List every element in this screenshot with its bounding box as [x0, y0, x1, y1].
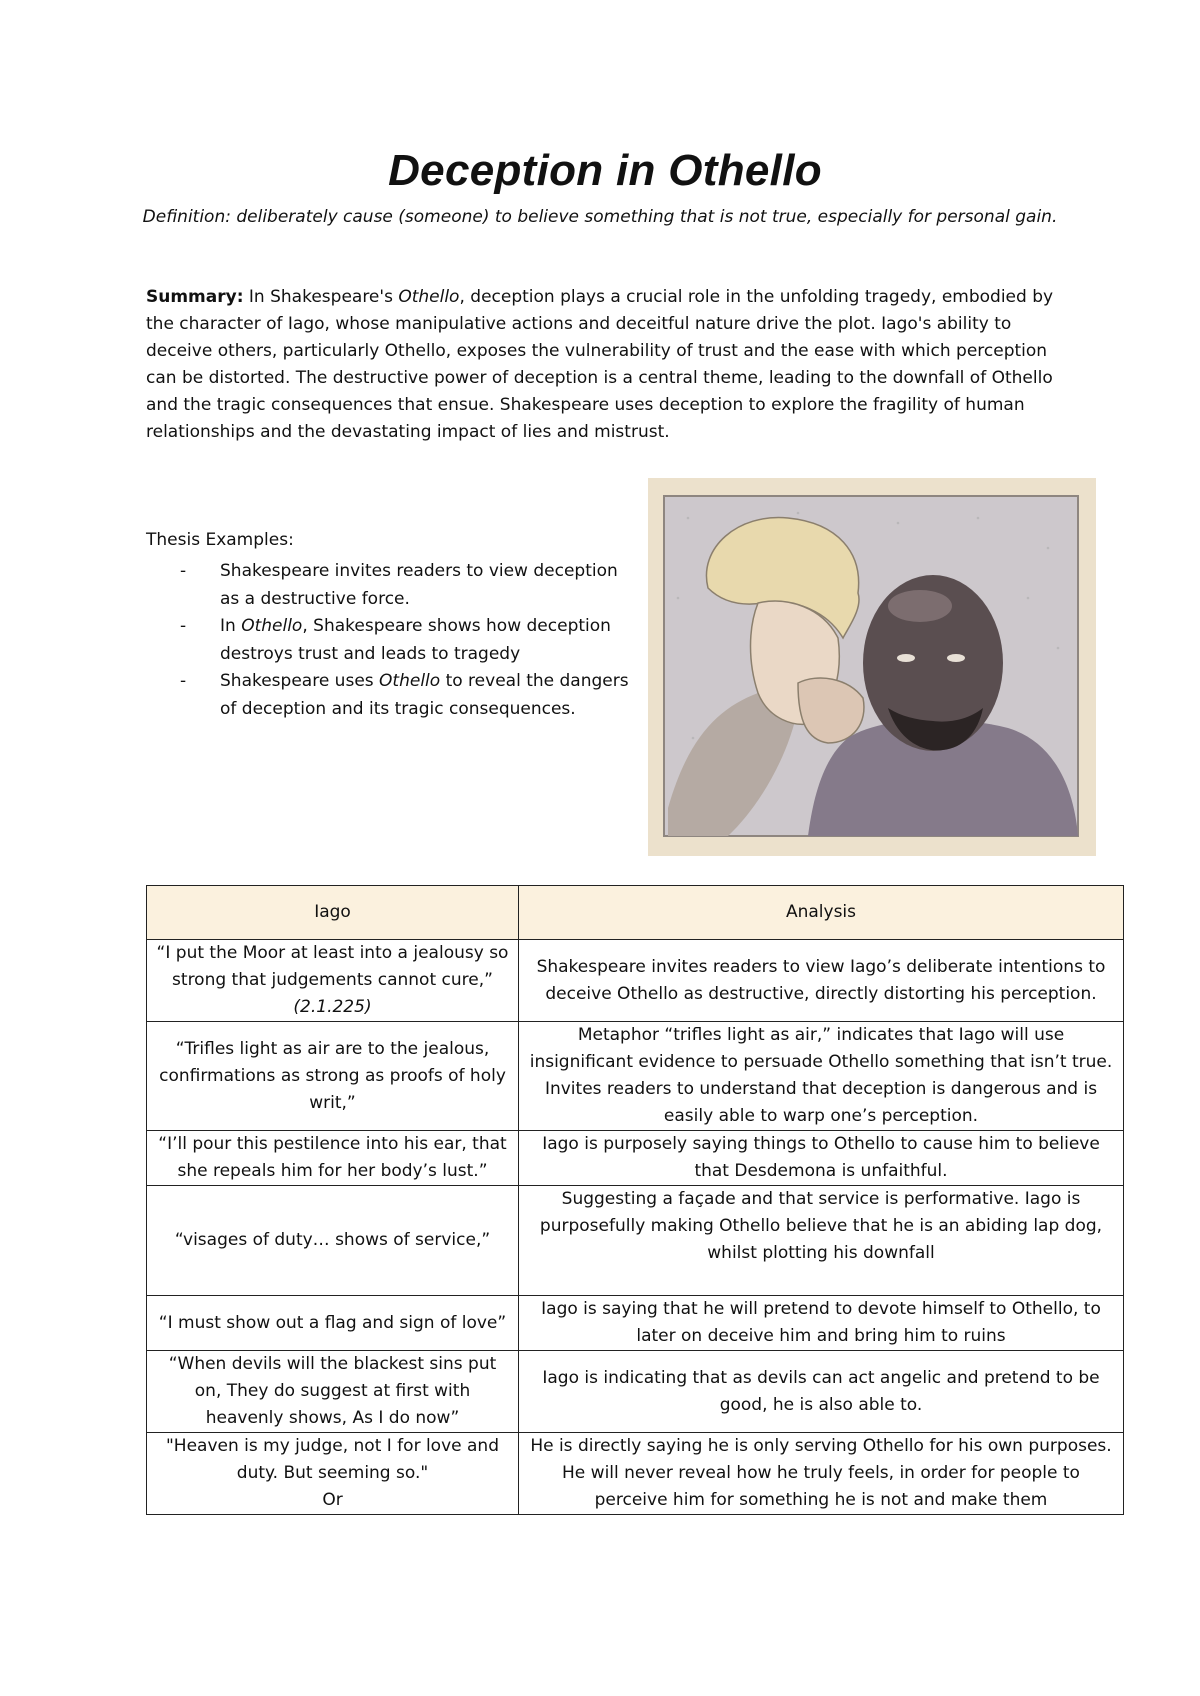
thesis-list	[180, 558, 635, 723]
thesis-item-text: to reveal the dangers of deception and its tragic consequences.	[220, 671, 629, 719]
table-row	[147, 1186, 1124, 1296]
column-header-analysis: Analysis	[519, 886, 1124, 940]
table-header-row	[147, 886, 1124, 940]
quote-or: Or	[322, 1490, 343, 1510]
quote-cell: “When devils will the blackest sins put on, They do suggest at first with heavenly shows, As I do now”	[147, 1351, 519, 1433]
table-row	[147, 1131, 1124, 1186]
analysis-cell: Iago is purposely saying things to Othello to cause him to believe that Desdemona is unfaithful.	[519, 1131, 1124, 1186]
quote-text: “I put the Moor at least into a jealousy so strong that judgements cannot cure,”	[156, 943, 509, 990]
quote-cell: “Trifles light as air are to the jealous, confirmations as strong as proofs of holy writ,”	[147, 1022, 519, 1131]
thesis-item	[180, 668, 635, 723]
analysis-cell: Suggesting a façade and that service is performative. Iago is purposefully making Othello believe that he is an abiding lap dog, whilst plotting his downfall	[519, 1186, 1124, 1296]
othello-eye-right	[947, 654, 965, 662]
thesis-item	[180, 558, 635, 613]
quote-cell	[147, 940, 519, 1022]
analysis-cell: Iago is indicating that as devils can act angelic and pretend to be good, he is also able to.	[519, 1351, 1124, 1433]
definition: Definition: deliberately cause (someone) to believe something that is not true, especially for personal gain.	[142, 207, 1058, 227]
thesis-item-text: Shakespeare uses	[220, 671, 380, 691]
othello-iago-illustration	[648, 478, 1096, 856]
quote-cell: “I’ll pour this pestilence into his ear, that she repeals him for her body’s lust.”	[147, 1131, 519, 1186]
column-header-iago: Iago	[147, 886, 519, 940]
table-row	[147, 1351, 1124, 1433]
table-row	[147, 1022, 1124, 1131]
thesis-item-text: In	[220, 616, 242, 636]
quote-cell	[147, 1433, 519, 1515]
othello-eye-left	[897, 654, 915, 662]
analysis-cell: Shakespeare invites readers to view Iago’s deliberate intentions to deceive Othello as destructive, directly distorting his perception.	[519, 940, 1124, 1022]
quote-cell: “I must show out a flag and sign of love”	[147, 1296, 519, 1351]
summary-paragraph	[146, 284, 1056, 446]
thesis-item	[180, 613, 635, 668]
table-row	[147, 1433, 1124, 1515]
bullet-dash: -	[180, 671, 187, 691]
thesis-work-title: Othello	[241, 616, 303, 636]
quote-citation: (2.1.225)	[293, 997, 372, 1017]
summary-intro: In Shakespeare's	[243, 287, 399, 307]
analysis-cell: He is directly saying he is only serving Othello for his own purposes. He will never reveal how he truly feels, in order for people to perceive him for something he is not and make them	[519, 1433, 1124, 1515]
thesis-item-text: Shakespeare invites readers to view deception as a destructive force.	[220, 561, 618, 609]
quote-text: "Heaven is my judge, not I for love and duty. But seeming so."	[165, 1436, 499, 1483]
summary-work-title: Othello	[398, 287, 460, 307]
page-title: Deception in Othello	[388, 146, 822, 195]
quote-cell: “visages of duty… shows of service,”	[147, 1186, 519, 1296]
bullet-dash: -	[180, 561, 187, 581]
thesis-item-text: , Shakespeare shows how deception destroys trust and leads to tragedy	[220, 616, 611, 664]
analysis-cell: Iago is saying that he will pretend to devote himself to Othello, to later on deceive him and bring him to ruins	[519, 1296, 1124, 1351]
thesis-work-title: Othello	[379, 671, 441, 691]
bullet-dash: -	[180, 616, 187, 636]
analysis-cell: Metaphor “trifles light as air,” indicates that Iago will use insignificant evidence to persuade Othello something that isn’t true. Invites readers to understand that deception is dangerous and is easily able to warp one’s perception.	[519, 1022, 1124, 1131]
analysis-table	[146, 885, 1124, 1515]
table-row	[147, 1296, 1124, 1351]
thesis-heading: Thesis Examples:	[146, 530, 294, 550]
othello-head-highlight	[888, 590, 952, 622]
summary-text: , deception plays a crucial role in the unfolding tragedy, embodied by the character of Iago, whose manipulative actions and deceitful nature drive the plot. Iago's ability to deceive others, particularly Othello, exposes the vulnerability of trust and the ease with which perception can be distorted. The destructive power of deception is a central theme, leading to the downfall of Othello and the tragic consequences that ensue. Shakespeare uses deception to explore the fragility of human relationships and the devastating impact of lies and mistrust.	[146, 287, 1054, 442]
summary-label: Summary:	[146, 287, 244, 307]
table-row	[147, 940, 1124, 1022]
